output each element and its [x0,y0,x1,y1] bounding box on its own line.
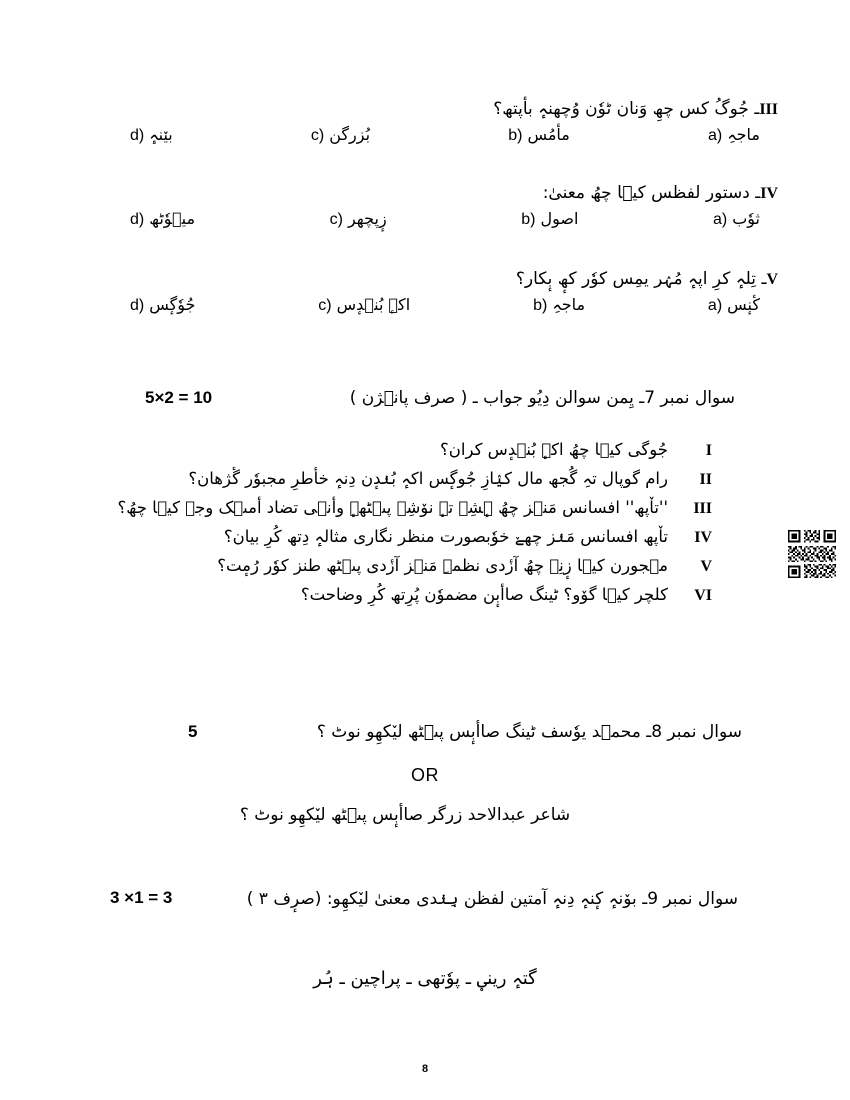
mcq-question-5 [60,268,790,315]
sub-roman: VI [694,587,712,604]
or-separator: OR [411,765,439,785]
mcq-option-4-a[interactable] [713,209,760,229]
mcq-option-value: زٕپچھر [347,209,387,228]
question-7-item-3 [60,498,790,518]
mcq-option-key: a) [708,127,723,144]
mcq-option-key: d) [130,127,145,144]
question-7-heading: سوال نمبر 7ـ یِمن سوالن دِیُو جواب ـ ( صرف پانٛژن ) [349,388,735,408]
mcq-option-4-d[interactable] [130,209,195,229]
mcq-option-3-d[interactable] [130,125,173,145]
page-number: 8 [421,1063,429,1075]
question-7-sublist [60,440,790,614]
question-9-marks: 3 ×1 = 3 [110,888,173,907]
mcq-option-value: میٛوٗٹھ [149,209,196,228]
mcq-option-5-a[interactable] [708,295,760,315]
question-8-marks: 5 [188,722,198,741]
mcq-options-4 [60,209,790,229]
question-9-word-list: گتہٕ رینؠ ـ پوٗتھی ـ پراچین ـ ہُر [313,968,537,989]
qr-code [786,528,838,580]
mcq-options-5 [60,295,790,315]
mcq-option-key: d) [130,211,145,228]
mcq-option-value: اکہٕ بُنٛدٕس [336,295,411,314]
question-7-item-4 [60,527,790,547]
mcq-option-value: ماجہِ [552,295,586,314]
mcq-stem-text-4: ـ دستور لفظس کیٛا چھُ معنیٰ: [542,183,761,203]
mcq-roman-3: III [759,101,778,118]
question-7-item-1 [60,440,790,460]
mcq-option-3-a[interactable] [708,125,760,145]
mcq-stem-4 [60,183,790,203]
mcq-option-key: c) [329,211,343,228]
sub-text: مہجورن کیٛا زٕنِہ چھُ آزٔدی نظمہِ مَنٛز آزٔدی پٮ۪ٹھ طنز کوٗر رُمٕت؟ [217,556,668,575]
mcq-option-value: مأمُس [527,125,570,144]
mcq-option-value: اصول [540,209,579,228]
question-7-marks: 5×2 = 10 [145,388,213,407]
sub-roman: III [693,500,712,517]
mcq-option-value: ثوٗب [732,209,760,228]
sub-text: رام گوپال تہِ گُجھ مال کیٛازِ جُوگٕس اکہٕ بُنٛدٕن دِنہٕ خأطرِ مجبوٗر گٔژھان؟ [188,469,668,488]
mcq-option-key: a) [707,297,723,314]
question-8-heading: سوال نمبر 8ـ محمٛد یوٗسف ٹینگ صاأبٕس پٮ۪ٹھ لیٚکھِو نوٹ ؟ [316,722,742,742]
question-7-item-5 [60,556,790,576]
mcq-stem-text-5: ـ تِلہٕ کرِ اپہٕ مُہٛر یمِس کوٗر کھٕ بٕکار؟ [515,269,767,289]
question-7-item-6 [60,585,790,605]
mcq-stem-text-3: ـ جُوگُ کس چھِ وَنان ٹوٗن وُچھنہٕ بأپتھ؟ [493,99,760,119]
question-9-heading: سوال نمبر 9ـ بوٚنہٕ کٕنہٕ دِنہٕ آمتین لفظن ہِنٛدی معنیٰ لیٚکھِو: (صرٕف ۳ ) [246,889,738,909]
sub-roman: II [699,471,712,488]
mcq-option-5-d[interactable] [130,295,195,315]
mcq-option-value: ماجہِ [727,125,760,144]
mcq-option-5-b[interactable] [533,295,585,315]
mcq-option-4-b[interactable] [521,209,578,229]
question-9-header [60,888,790,909]
mcq-question-3 [60,98,790,145]
mcq-question-4 [60,183,790,229]
mcq-option-4-c[interactable] [330,209,387,229]
mcq-option-key: b) [533,297,548,314]
mcq-option-3-b[interactable] [508,125,570,145]
mcq-option-key: c) [318,297,332,314]
question-7-header [60,388,790,408]
sub-text: جُوگی کیٛا چھُ اکہٕ بُنٛدٕس کران؟ [440,440,668,459]
mcq-stem-3 [60,98,790,119]
mcq-option-value: بێنہٕ [149,125,173,144]
mcq-option-3-c[interactable] [311,125,370,145]
mcq-roman-5: V [766,271,778,288]
mcq-option-value: جُوٗگٕس [149,295,196,314]
sub-roman: I [705,442,712,459]
mcq-options-3 [60,125,790,145]
question-7-item-2 [60,469,790,489]
mcq-option-5-c[interactable] [318,295,410,315]
mcq-stem-5 [60,268,790,289]
mcq-option-key: c) [310,127,325,144]
mcq-option-key: b) [521,211,536,228]
sub-roman: V [700,558,712,575]
mcq-option-value: بُزرگن [329,125,371,144]
question-8-header [60,722,790,742]
sub-text: ''تاٚپھ'' افسانس مَنٛز چھُ ہٕشِہ تہٕ نوٚشِہ پٮ۪ٹھہٕ وأنٛی تضاد أمٮ۪ک وجہ کیٛا چھُ؟ [117,498,668,517]
mcq-option-key: b) [508,127,523,144]
mcq-option-key: d) [130,297,145,314]
mcq-option-value: کٔنٕس [727,295,760,314]
mcq-option-key: a) [712,211,728,228]
question-8-alternative: شاعر عبدالاحد زرگر صاأبٕس پٮ۪ٹھ لیٚکھِو نوٹ ؟ [239,805,571,825]
sub-text: تاٚپھ افسانس مَنٛز چھےٚ خوٗبصورت منظر نگاری مثالہٕ دِتھ کُرِ بیان؟ [223,527,668,546]
sub-roman: IV [694,529,712,546]
mcq-roman-4: IV [760,185,778,202]
sub-text: کلچر کیٛا گوٚو؟ ٹینگ صاأبٕن مضموٗن پُرِتھ کُرِ وضاحت؟ [300,585,668,604]
